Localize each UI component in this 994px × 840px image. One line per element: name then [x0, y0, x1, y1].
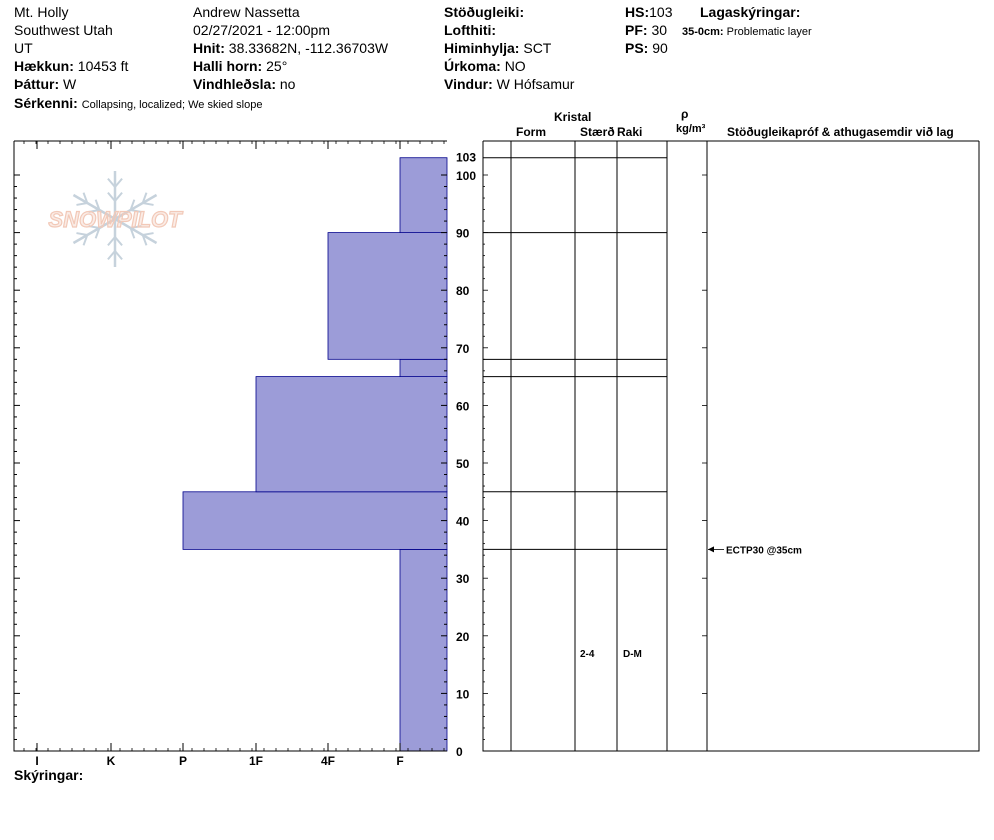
features: Sérkenni: Collapsing, localized; We skied slope	[14, 95, 263, 111]
snowpilot-logo	[48, 171, 183, 267]
hardness-bar-0	[400, 549, 447, 751]
col-moisture: Raki	[617, 125, 643, 139]
y-tick-label: 50	[456, 457, 470, 471]
air-temp: Lofthiti:	[444, 22, 497, 38]
region: Southwest Utah	[14, 22, 113, 38]
y-tick-label: 60	[456, 399, 470, 414]
y-tick-label: 80	[456, 284, 470, 299]
y-tick-label: 70	[456, 341, 470, 356]
col-form: Form	[516, 125, 546, 139]
ps: PS: 90	[625, 40, 668, 56]
y-tick-label: 20	[456, 629, 470, 644]
hardness-bar-1	[183, 492, 447, 550]
y-tick-label: 10	[456, 687, 470, 702]
location: Mt. Holly	[14, 4, 69, 20]
pf: PF: 30	[625, 22, 668, 38]
layer-moisture: D-M	[623, 649, 642, 661]
state: UT	[14, 40, 33, 56]
hs: HS:103	[625, 4, 673, 20]
test-label: ECTP30 @35cm	[726, 545, 802, 557]
x-tick-label: P	[178, 754, 188, 768]
hardness-bar-2	[256, 377, 447, 492]
x-tick-label: 4F	[320, 754, 336, 768]
x-tick-label: K	[106, 754, 116, 768]
y-tick-label: 100	[456, 169, 477, 183]
y-top-label: 103	[456, 150, 477, 165]
col-crystal: Kristal	[554, 110, 592, 124]
x-tick-label: I	[35, 754, 39, 768]
precipitation: Úrkoma: NO	[444, 58, 526, 74]
x-tick-label: 1F	[248, 754, 264, 768]
comments-label: Skýringar:	[14, 767, 84, 783]
col-stability-tests: Stöðugleikapróf & athugasemdir við lag	[727, 125, 954, 139]
slope-angle: Halli horn: 25°	[193, 58, 288, 74]
elevation: Hækkun: 10453 ft	[14, 58, 129, 74]
layer-size: 2-4	[580, 649, 595, 661]
observer: Andrew Nassetta	[193, 4, 300, 20]
y-tick-label: 90	[456, 226, 470, 241]
hardness-bar-5	[400, 158, 447, 233]
col-density-unit: kg/m³	[676, 123, 706, 135]
x-tick-label: F	[396, 754, 404, 768]
layer-note: 35-0cm: Problematic layer	[682, 26, 812, 38]
logo-text: SNOWPILOT	[48, 207, 182, 232]
aspect: Þáttur: W	[14, 76, 77, 92]
sky-cover: Himinhylja: SCT	[444, 40, 552, 56]
col-size: Stærð	[580, 125, 615, 139]
col-rho: ρ	[681, 107, 689, 121]
wind-loading: Vindhleðsla: no	[193, 76, 296, 92]
stability: Stöðugleiki:	[444, 4, 525, 20]
y-tick-label: 40	[456, 514, 470, 529]
layer-notes-label: Lagaskýringar:	[700, 4, 801, 20]
hardness-bar-4	[328, 233, 447, 360]
test-arrow	[708, 546, 714, 552]
hardness-bar-3	[400, 359, 447, 376]
y-tick-label: 0	[456, 745, 463, 759]
datetime: 02/27/2021 - 12:00pm	[193, 22, 330, 38]
y-tick-label: 30	[456, 572, 470, 587]
wind: Vindur: W Hófsamur	[444, 76, 575, 92]
coordinates: Hnit: 38.33682N, -112.36703W	[193, 40, 389, 56]
